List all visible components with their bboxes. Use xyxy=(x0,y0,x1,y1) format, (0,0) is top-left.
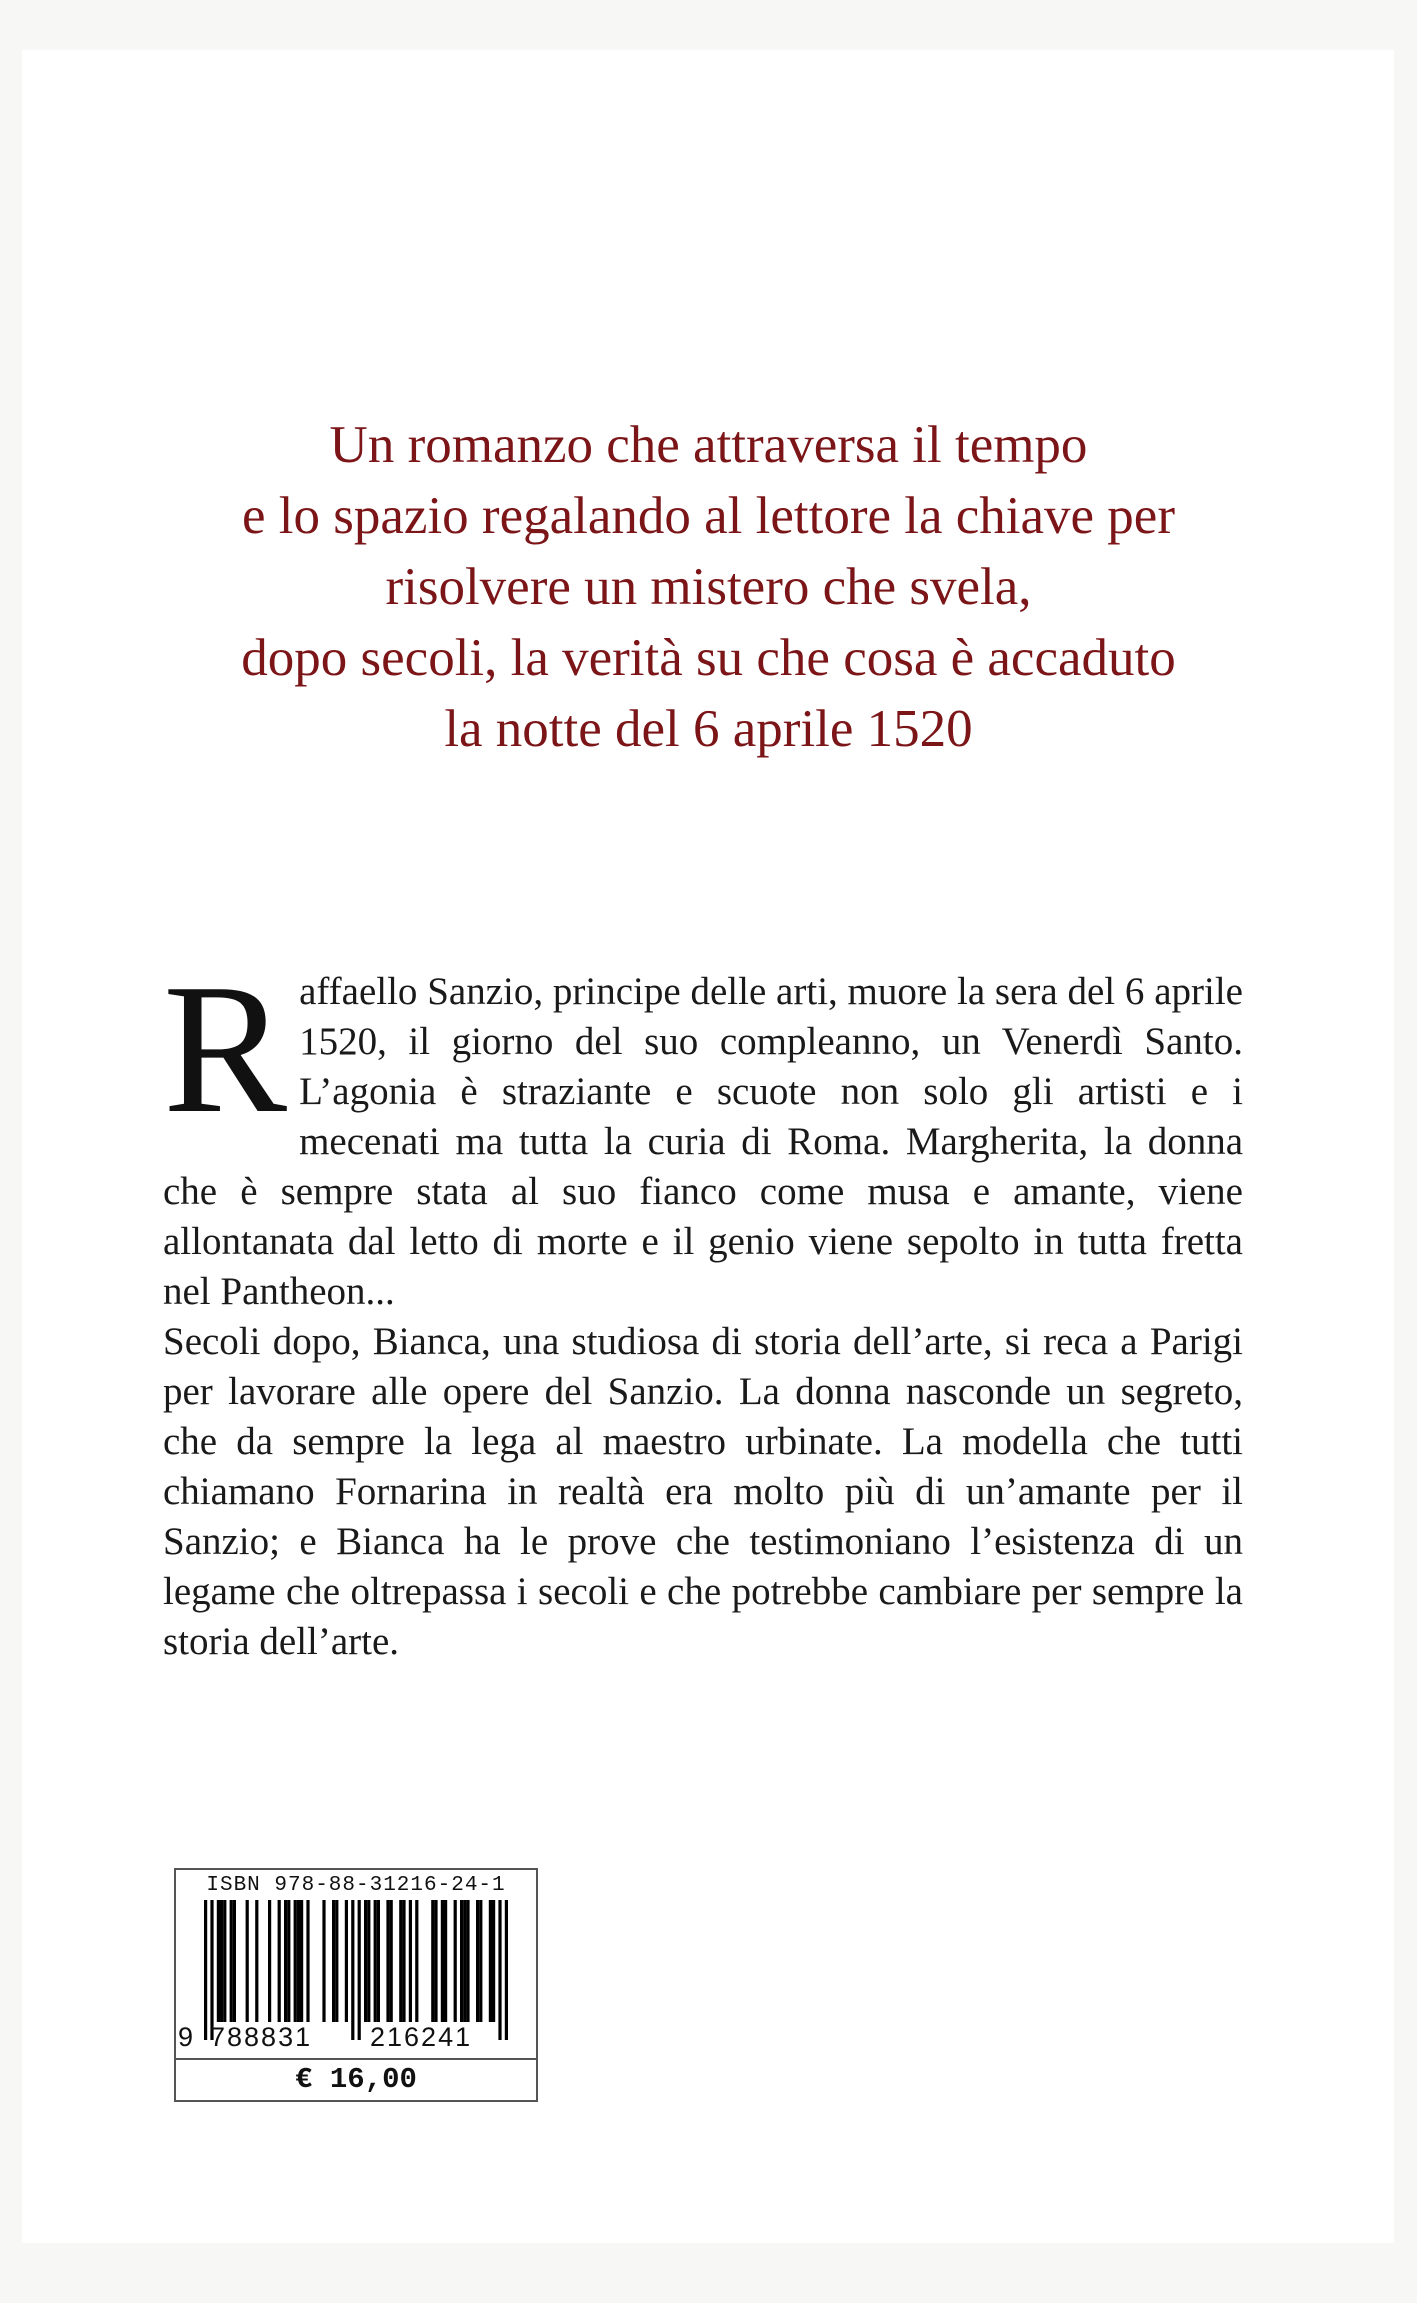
barcode-bar xyxy=(230,1900,233,2022)
barcode-bar xyxy=(479,1900,482,2022)
tagline-line: la notte del 6 aprile 1520 xyxy=(444,700,973,758)
barcode-bar xyxy=(466,1900,469,2022)
barcode-bar xyxy=(409,1900,412,2022)
barcode-bar xyxy=(297,1900,300,2022)
barcode-guard-bar xyxy=(505,1900,508,2040)
barcode-bar xyxy=(332,1900,335,2022)
barcode-bar xyxy=(278,1900,281,2022)
barcode-bar xyxy=(399,1900,402,2022)
barcode-bar xyxy=(434,1900,437,2022)
barcode-bar xyxy=(367,1900,370,2022)
drop-cap-letter: R xyxy=(163,946,288,1152)
barcode-bar xyxy=(441,1900,444,2022)
barcode-bar xyxy=(386,1900,389,2022)
barcode-bar xyxy=(284,1900,287,2022)
ean-left-group: 788831 xyxy=(210,2022,313,2052)
barcode-bar xyxy=(255,1900,258,2022)
barcode-guard-bar xyxy=(358,1900,361,2040)
tagline-line: e lo spazio regalando al lettore la chiave per xyxy=(242,487,1175,545)
barcode-bar xyxy=(390,1900,393,2022)
synopsis-paragraph-1-body: affaello Sanzio, principe delle arti, muore la sera del 6 aprile 1520, il giorno del suo compleanno, un Venerdì Santo. L’agonia è straziante e scuote non solo gli artisti e i mecenati ma tutta la curia di Roma. Margherita, la donna che è sempre stata al suo fianco come musa e amante, viene allontanata dal letto di morte e il genio viene sepolto in tutta fretta nel Pantheon... xyxy=(163,970,1243,1313)
barcode-bar xyxy=(364,1900,367,2022)
barcode-bar xyxy=(402,1900,405,2022)
barcode-bar xyxy=(345,1900,348,2022)
barcode-bar xyxy=(294,1900,297,2022)
ean-first-digit: 9 xyxy=(178,2022,194,2052)
synopsis-paragraph xyxy=(163,946,1243,1317)
synopsis-paragraph: Secoli dopo, Bianca, una studiosa di storia dell’arte, si reca a Parigi per lavorare alle opere del Sanzio. La donna nasconde un segreto, che da sempre la lega al maestro urbinate. La modella che tutti chiamano Fornarina in realtà era molto più di un’amante per il Sanzio; e Bianca ha le prove che testimoniano l’esistenza di un legame che oltrepassa i secoli e che potrebbe cambiare per sempre la storia dell’arte. xyxy=(163,1320,1243,1663)
isbn-number: ISBN 978-88-31216-24-1 xyxy=(206,1874,506,1897)
barcode-bar xyxy=(415,1900,418,2022)
synopsis-text xyxy=(163,946,1243,1667)
isbn-barcode-label xyxy=(174,1868,538,2102)
barcode-bar xyxy=(444,1900,447,2022)
tagline-line: Un romanzo che attraversa il tempo xyxy=(329,416,1088,474)
barcode-bar xyxy=(217,1900,220,2022)
barcode-bar xyxy=(476,1900,479,2022)
barcode-bar xyxy=(223,1900,226,2022)
price-label: € 16,00 xyxy=(176,2058,536,2100)
back-cover-tagline xyxy=(0,410,1417,765)
barcode-bar xyxy=(300,1900,303,2022)
barcode-bar xyxy=(489,1900,492,2022)
ean-right-group: 216241 xyxy=(370,2022,473,2052)
barcode-bar xyxy=(431,1900,434,2022)
barcode-bar xyxy=(306,1900,309,2022)
barcode-guard-bar xyxy=(210,1900,213,2040)
barcode-guard-bar xyxy=(204,1900,207,2040)
barcode-bar xyxy=(377,1900,380,2022)
barcode-bar xyxy=(322,1900,325,2022)
barcode-bar xyxy=(335,1900,338,2022)
barcode-bar xyxy=(287,1900,290,2022)
barcode-bar xyxy=(246,1900,249,2022)
barcode-guard-bar xyxy=(498,1900,501,2040)
barcode-bar xyxy=(220,1900,223,2022)
barcode-bar xyxy=(454,1900,457,2022)
barcode-bar xyxy=(463,1900,466,2022)
barcode-bar xyxy=(492,1900,495,2022)
barcode-bar xyxy=(268,1900,271,2022)
tagline-line: risolvere un mistero che svela, xyxy=(385,558,1032,616)
barcode-bar xyxy=(460,1900,463,2022)
ean-digits xyxy=(176,2022,536,2052)
barcode-guard-bar xyxy=(351,1900,354,2040)
tagline-line: dopo secoli, la verità su che cosa è accaduto xyxy=(241,629,1176,687)
barcode-bar xyxy=(233,1900,236,2022)
barcode-bar xyxy=(374,1900,377,2022)
